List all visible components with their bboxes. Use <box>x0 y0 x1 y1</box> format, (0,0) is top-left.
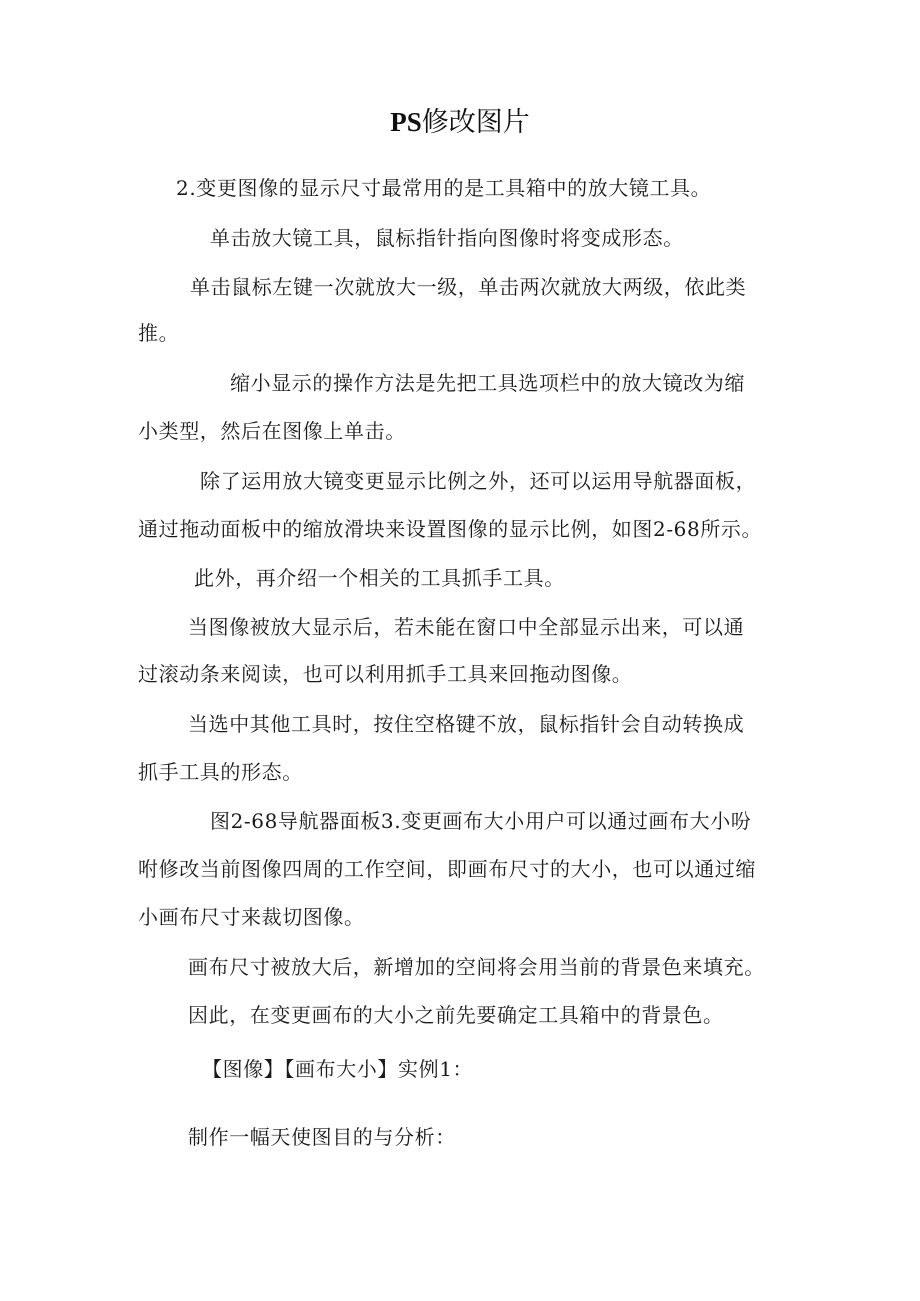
paragraph-line: 图2-68导航器面板3.变更画布大小用户可以通过画布大小吩 <box>210 809 752 833</box>
paragraph-line: 【图像】【画布大小】实例1： <box>202 1057 474 1081</box>
paragraph-line: 此外，再介绍一个相关的工具抓手工具。 <box>194 566 565 590</box>
paragraph-line: 当选中其他工具时，按住空格键不放，鼠标指针会自动转换成 <box>188 712 745 736</box>
paragraph-line: 单击放大镜工具，鼠标指针指向图像时将变成形态。 <box>210 226 684 250</box>
paragraph-line: 过滚动条来阅读，也可以利用抓手工具来回拖动图像。 <box>138 662 633 686</box>
paragraph-line: 小类型，然后在图像上单击。 <box>138 419 406 443</box>
paragraph-line: 2.变更图像的显示尺寸最常用的是工具箱中的放大镜工具。 <box>176 176 712 200</box>
paragraph-line: 当图像被放大显示后，若未能在窗口中全部显示出来，可以通 <box>188 615 745 639</box>
paragraph-line: 推。 <box>138 321 180 345</box>
paragraph-line: 制作一幅天使图目的与分析： <box>188 1125 456 1149</box>
paragraph-line: 缩小显示的操作方法是先把工具选项栏中的放大镜改为缩 <box>230 371 745 395</box>
paragraph-line: 通过拖动面板中的缩放滑块来设置图像的显示比例，如图2-68所示。 <box>138 517 763 541</box>
title-latin: PS <box>390 107 422 137</box>
paragraph-line: 小画布尺寸来裁切图像。 <box>138 905 365 929</box>
title-rest: 修改图片 <box>421 107 530 138</box>
paragraph-line: 因此，在变更画布的大小之前先要确定工具箱中的背景色。 <box>188 1003 724 1027</box>
document-title <box>0 104 920 141</box>
paragraph-line: 单击鼠标左键一次就放大一级，单击两次就放大两级，依此类 <box>190 275 747 299</box>
paragraph-line: 咐修改当前图像四周的工作空间，即画布尺寸的大小，也可以通过缩 <box>138 857 756 881</box>
paragraph-line: 抓手工具的形态。 <box>138 760 303 784</box>
paragraph-line: 画布尺寸被放大后，新增加的空间将会用当前的背景色来填充。 <box>188 955 765 979</box>
paragraph-line: 除了运用放大镜变更显示比例之外，还可以运用导航器面板， <box>200 469 757 493</box>
